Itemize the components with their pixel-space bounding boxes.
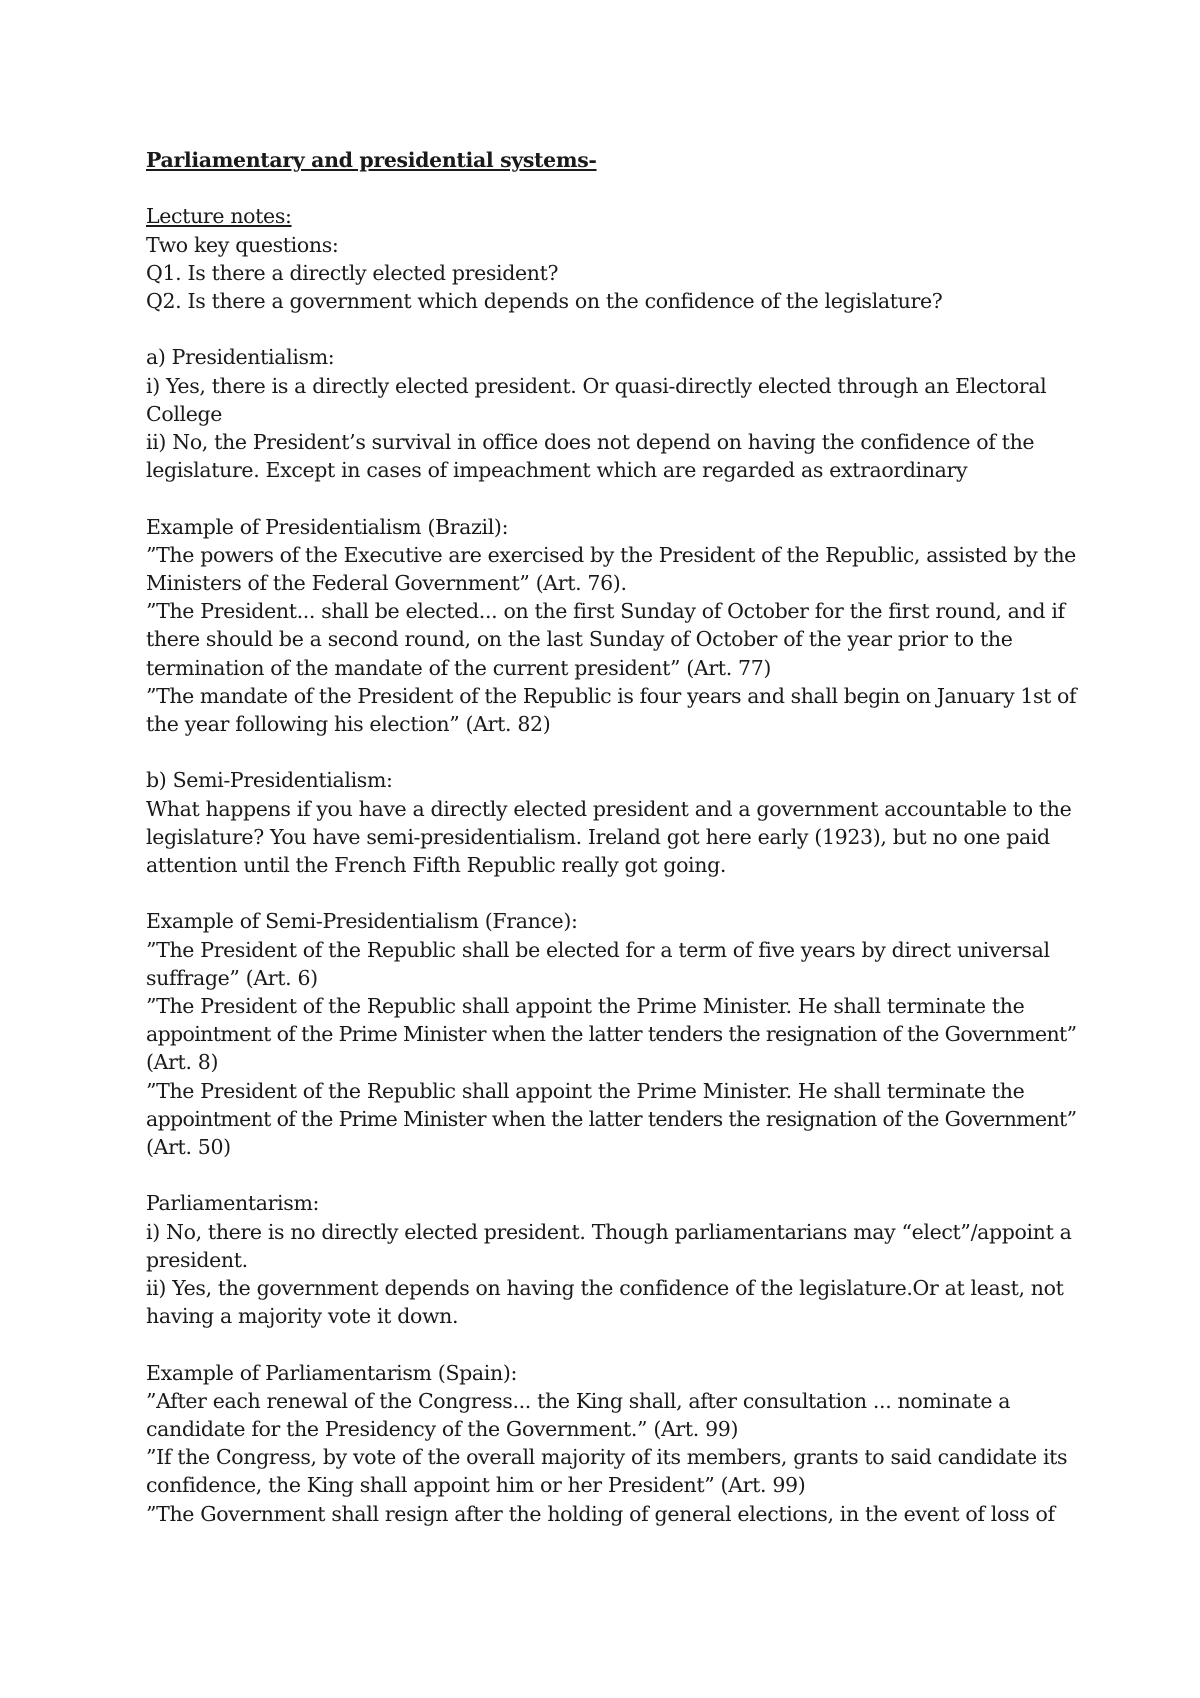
spacer <box>146 484 1076 512</box>
parliamentarism-heading: Parliamentarism: <box>146 1191 320 1216</box>
section-spain <box>146 1359 1076 1528</box>
france-line: ”The President of the Republic shall appoint the Prime Minister. He shall terminate the <box>146 994 1025 1019</box>
semi-presidentialism-line: What happens if you have a directly elected president and a government accountable to the <box>146 796 1072 821</box>
spacer <box>146 174 1076 202</box>
semi-presidentialism-line: attention until the French Fifth Republic really got going. <box>146 853 727 878</box>
france-line: appointment of the Prime Minister when the latter tenders the resignation of the Government” <box>146 1106 1077 1131</box>
intro-line: Two key questions: <box>146 232 339 257</box>
section-semi-presidentialism <box>146 766 1076 879</box>
spacer <box>146 1330 1076 1358</box>
spain-line: ”The Government shall resign after the holding of general elections, in the event of loss of <box>146 1501 1055 1526</box>
presidentialism-line: ii) No, the President’s survival in office does not depend on having the confidence of the <box>146 430 1035 454</box>
document-title: Parliamentary and presidential systems- <box>146 148 597 172</box>
section-intro <box>146 202 1076 315</box>
section-brazil <box>146 513 1076 739</box>
presidentialism-line: legislature. Except in cases of impeachment which are regarded as extraordinary <box>146 458 968 483</box>
parliamentarism-line: president. <box>146 1247 248 1272</box>
france-line: (Art. 8) <box>146 1050 219 1075</box>
brazil-line: Ministers of the Federal Government” (Art. 76). <box>146 571 627 595</box>
spain-line: ”After each renewal of the Congress... the King shall, after consultation ... nominate a <box>146 1388 1011 1413</box>
section-parliamentarism <box>146 1189 1076 1330</box>
spain-line: ”If the Congress, by vote of the overall majority of its members, grants to said candidate its <box>146 1445 1068 1470</box>
brazil-line: ”The mandate of the President of the Republic is four years and shall begin on January 1st of <box>146 683 1077 708</box>
france-line: appointment of the Prime Minister when the latter tenders the resignation of the Government” <box>146 1022 1077 1047</box>
spain-line: candidate for the Presidency of the Government.” (Art. 99) <box>146 1417 739 1442</box>
presidentialism-heading: a) Presidentialism: <box>146 345 335 370</box>
presidentialism-line: College <box>146 401 223 426</box>
brazil-heading: Example of Presidentialism (Brazil): <box>146 514 509 539</box>
brazil-line: the year following his election” (Art. 82) <box>146 712 551 737</box>
presidentialism-line: i) Yes, there is a directly elected president. Or quasi-directly elected through an Electoral <box>146 373 1047 398</box>
france-line: suffrage” (Art. 6) <box>146 965 318 990</box>
document-body <box>146 146 1076 1528</box>
semi-presidentialism-heading: b) Semi-Presidentialism: <box>146 768 393 793</box>
parliamentarism-line: i) No, there is no directly elected president. Though parliamentarians may “elect”/appoint a <box>146 1219 1072 1244</box>
spain-line: confidence, the King shall appoint him or her President” (Art. 99) <box>146 1473 806 1498</box>
spacer <box>146 1161 1076 1189</box>
spacer <box>146 879 1076 907</box>
section-france <box>146 907 1076 1161</box>
spacer <box>146 315 1076 343</box>
france-line: (Art. 50) <box>146 1135 231 1160</box>
intro-heading: Lecture notes: <box>146 204 292 229</box>
parliamentarism-line: ii) Yes, the government depends on having the confidence of the legislature.Or at least, not <box>146 1276 1064 1301</box>
brazil-line: ”The powers of the Executive are exercised by the President of the Republic, assisted by the <box>146 542 1076 567</box>
france-line: ”The President of the Republic shall be elected for a term of five years by direct universal <box>146 937 1050 962</box>
brazil-line: termination of the mandate of the current president” (Art. 77) <box>146 655 772 680</box>
brazil-line: ”The President... shall be elected... on the first Sunday of October for the first round, and if <box>146 599 1065 624</box>
section-presidentialism <box>146 343 1076 484</box>
france-heading: Example of Semi-Presidentialism (France): <box>146 909 578 934</box>
spacer <box>146 738 1076 766</box>
brazil-line: there should be a second round, on the last Sunday of October of the year prior to the <box>146 627 1013 652</box>
parliamentarism-line: having a majority vote it down. <box>146 1304 459 1329</box>
intro-line: Q1. Is there a directly elected president? <box>146 260 559 285</box>
semi-presidentialism-line: legislature? You have semi-presidentialism. Ireland got here early (1923), but no one paid <box>146 824 1050 849</box>
intro-line: Q2. Is there a government which depends on the confidence of the legislature? <box>146 289 943 313</box>
spain-heading: Example of Parliamentarism (Spain): <box>146 1360 518 1385</box>
france-line: ”The President of the Republic shall appoint the Prime Minister. He shall terminate the <box>146 1078 1025 1103</box>
